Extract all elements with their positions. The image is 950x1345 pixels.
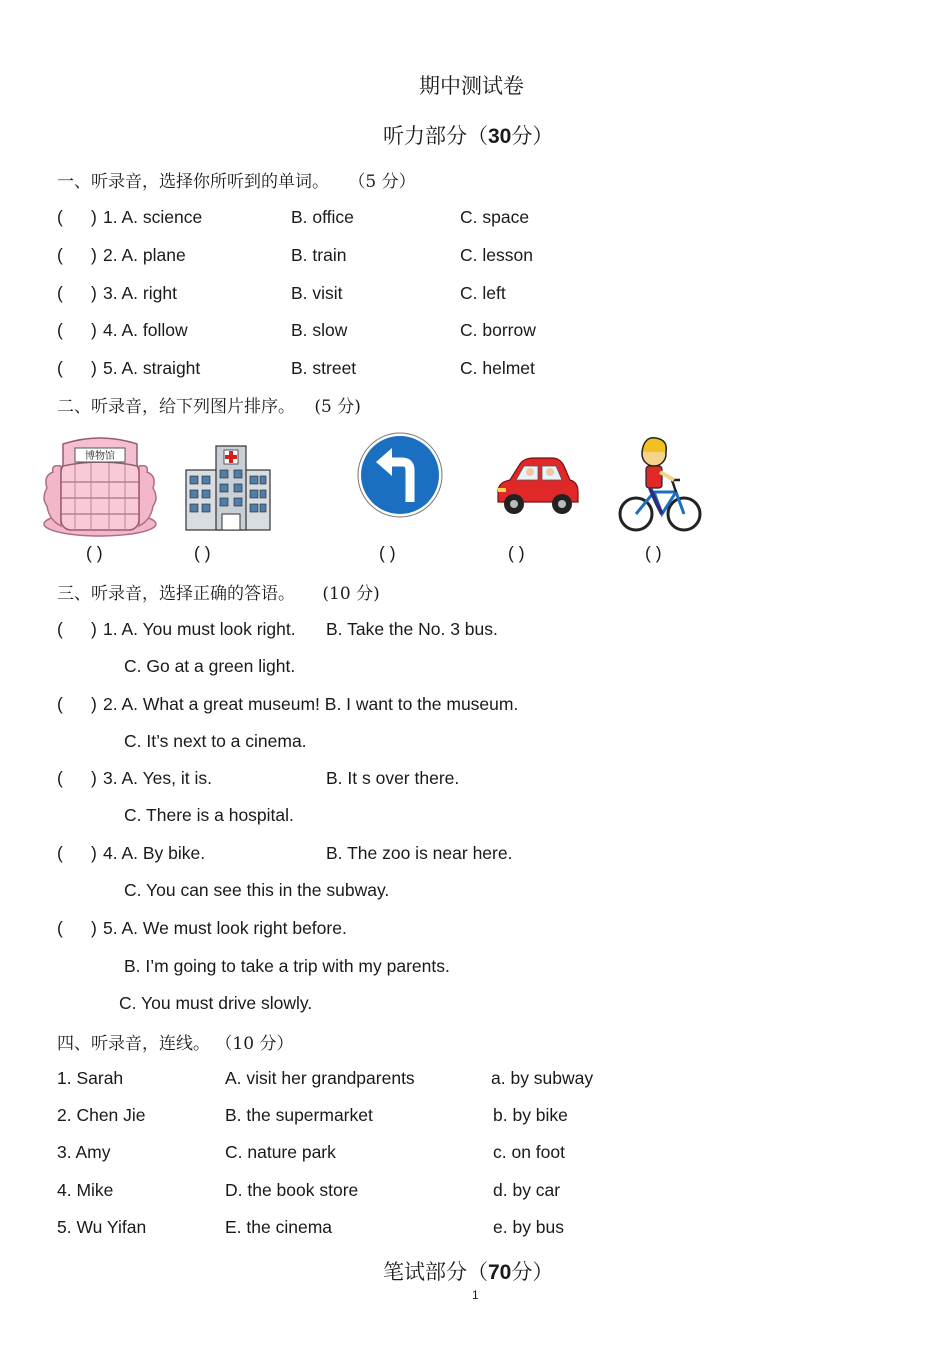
museum-icon bbox=[41, 436, 159, 538]
option-a: 1. A. science bbox=[103, 207, 203, 227]
hospital-icon bbox=[184, 444, 272, 532]
option-b: B. slow bbox=[291, 320, 348, 340]
page-title: 期中测试卷 bbox=[419, 74, 524, 98]
option-c: C. space bbox=[460, 207, 530, 227]
header-prefix: 笔试部分（ bbox=[383, 1260, 488, 1284]
response-c: C. You can see this in the subway. bbox=[124, 880, 390, 900]
answer-paren-close: ) bbox=[91, 768, 97, 788]
match-name: 4. Mike bbox=[57, 1180, 114, 1200]
answer-paren-close: ) bbox=[91, 358, 97, 378]
answer-paren-open: ( bbox=[57, 843, 63, 863]
answer-paren-open: ( bbox=[57, 320, 63, 340]
section4-points: （10 分） bbox=[215, 1034, 294, 1054]
answer-paren-open: ( bbox=[57, 918, 63, 938]
option-c: C. borrow bbox=[460, 320, 536, 340]
section1-points: （5 分） bbox=[348, 172, 416, 192]
option-c: C. lesson bbox=[460, 245, 533, 265]
response-c: C. It’s next to a cinema. bbox=[124, 731, 307, 751]
response-b: B. I’m going to take a trip with my parents. bbox=[124, 956, 450, 976]
picture-order-blank[interactable]: ( ) bbox=[508, 543, 525, 563]
match-place: C. nature park bbox=[225, 1142, 336, 1162]
section3-points: (10 分) bbox=[322, 584, 380, 604]
picture-order-blank[interactable]: ( ) bbox=[379, 543, 396, 563]
option-a: 2. A. plane bbox=[103, 245, 186, 265]
response-a: 3. A. Yes, it is. bbox=[103, 768, 212, 788]
section2-heading-text: 二、听录音，给下列图片排序。 bbox=[57, 397, 295, 417]
section4-heading bbox=[57, 1029, 293, 1054]
match-place: A. visit her grandparents bbox=[225, 1068, 415, 1088]
answer-paren-close: ) bbox=[91, 320, 97, 340]
match-place: E. the cinema bbox=[225, 1217, 332, 1237]
answer-paren-open: ( bbox=[57, 245, 63, 265]
match-name: 3. Amy bbox=[57, 1142, 111, 1162]
answer-paren-open: ( bbox=[57, 619, 63, 639]
option-b: B. train bbox=[291, 245, 347, 265]
match-name: 5. Wu Yifan bbox=[57, 1217, 147, 1237]
match-transport: d. by car bbox=[493, 1180, 561, 1200]
section3-heading-text: 三、听录音，选择正确的答语。 bbox=[57, 584, 295, 604]
option-a: 4. A. follow bbox=[103, 320, 188, 340]
museum-sign-text: 博物馆 bbox=[85, 451, 115, 462]
match-name: 1. Sarah bbox=[57, 1068, 124, 1088]
picture-order-blank[interactable]: ( ) bbox=[645, 543, 662, 563]
response-a: 1. A. You must look right. bbox=[103, 619, 296, 639]
section2-points: (5 分) bbox=[314, 397, 361, 417]
match-transport: e. by bus bbox=[493, 1217, 565, 1237]
page-number: 1 bbox=[472, 1288, 479, 1302]
header-score: 70 bbox=[488, 1261, 512, 1284]
bike-rider-icon bbox=[616, 430, 704, 534]
response-c: C. You must drive slowly. bbox=[119, 993, 313, 1013]
answer-paren-close: ) bbox=[91, 694, 97, 714]
response-a: 4. A. By bike. bbox=[103, 843, 206, 863]
answer-paren-close: ) bbox=[91, 245, 97, 265]
answer-paren-open: ( bbox=[57, 358, 63, 378]
answer-paren-close: ) bbox=[91, 918, 97, 938]
answer-paren-close: ) bbox=[91, 843, 97, 863]
picture-order-blank[interactable]: ( ) bbox=[86, 543, 103, 563]
section1-heading bbox=[57, 167, 416, 192]
option-b: B. visit bbox=[291, 283, 343, 303]
response-a: 5. A. We must look right before. bbox=[103, 918, 347, 938]
section3-heading bbox=[57, 579, 380, 604]
answer-paren-close: ) bbox=[91, 283, 97, 303]
match-place: B. the supermarket bbox=[225, 1105, 373, 1125]
answer-paren-close: ) bbox=[91, 619, 97, 639]
option-c: C. helmet bbox=[460, 358, 535, 378]
section4-heading-text: 四、听录音，连线。 bbox=[57, 1034, 210, 1054]
option-a: 3. A. right bbox=[103, 283, 177, 303]
listening-section-header bbox=[383, 120, 553, 150]
section1-heading-text: 一、听录音，选择你所听到的单词。 bbox=[57, 172, 329, 192]
header-prefix: 听力部分（ bbox=[383, 124, 488, 148]
response-c: C. There is a hospital. bbox=[124, 805, 294, 825]
response-a: 2. A. What a great museum! B. I want to the museum. bbox=[103, 694, 519, 714]
response-b: B. Take the No. 3 bus. bbox=[326, 619, 498, 639]
section2-heading bbox=[57, 392, 361, 417]
answer-paren-open: ( bbox=[57, 283, 63, 303]
header-suffix: 分） bbox=[511, 124, 554, 148]
response-b: B. It s over there. bbox=[326, 768, 460, 788]
option-c: C. left bbox=[460, 283, 506, 303]
answer-paren-open: ( bbox=[57, 694, 63, 714]
red-car-icon bbox=[494, 448, 580, 522]
match-transport: b. by bike bbox=[493, 1105, 568, 1125]
match-place: D. the book store bbox=[225, 1180, 359, 1200]
match-transport: a. by subway bbox=[491, 1068, 594, 1088]
answer-paren-open: ( bbox=[57, 207, 63, 227]
header-suffix: 分） bbox=[511, 1260, 554, 1284]
match-transport: c. on foot bbox=[493, 1142, 565, 1162]
option-b: B. street bbox=[291, 358, 357, 378]
answer-paren-close: ) bbox=[91, 207, 97, 227]
written-section-header bbox=[383, 1256, 553, 1286]
response-b: B. The zoo is near here. bbox=[326, 843, 513, 863]
picture-order-blank[interactable]: ( ) bbox=[194, 543, 211, 563]
option-b: B. office bbox=[291, 207, 354, 227]
option-a: 5. A. straight bbox=[103, 358, 201, 378]
response-c: C. Go at a green light. bbox=[124, 656, 296, 676]
turn-left-sign-icon bbox=[356, 430, 444, 520]
match-name: 2. Chen Jie bbox=[57, 1105, 146, 1125]
answer-paren-open: ( bbox=[57, 768, 63, 788]
header-score: 30 bbox=[488, 125, 512, 148]
